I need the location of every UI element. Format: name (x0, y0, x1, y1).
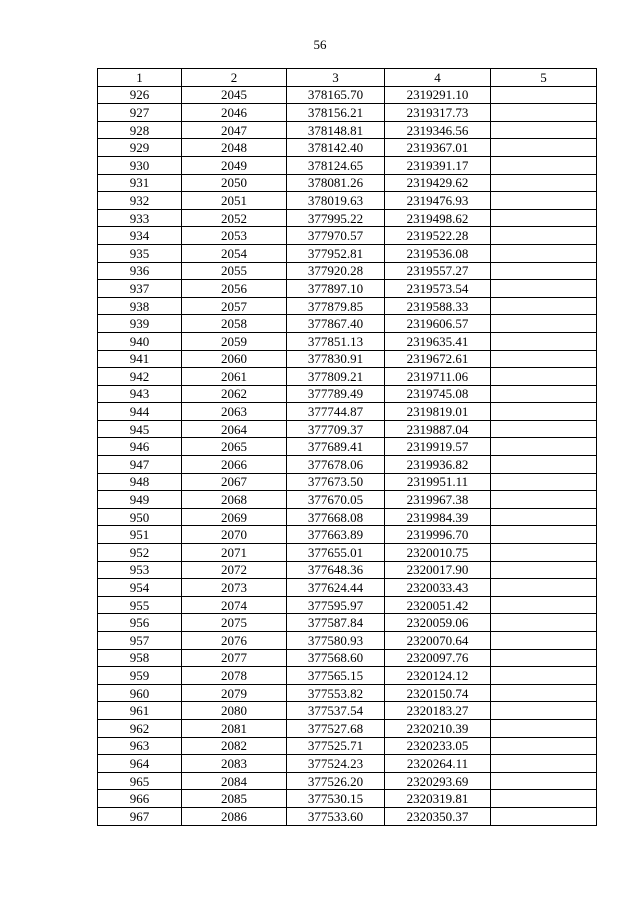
table-cell-col-4: 2320097.76 (385, 649, 491, 667)
table-cell-col-2: 2082 (182, 737, 287, 755)
table-cell-col-2: 2086 (182, 807, 287, 825)
coordinates-table (97, 68, 597, 826)
table-cell-col-5 (491, 737, 597, 755)
table-row (98, 244, 597, 262)
table-row (98, 139, 597, 157)
table-cell-col-5 (491, 315, 597, 333)
table-cell-col-5 (491, 702, 597, 720)
table-cell-col-5 (491, 280, 597, 298)
header-row (98, 69, 597, 87)
table-cell-col-2: 2045 (182, 86, 287, 104)
table-cell-col-4: 2320059.06 (385, 614, 491, 632)
table-row (98, 579, 597, 597)
table-cell-col-1: 939 (98, 315, 182, 333)
header-cell-col-4: 4 (385, 69, 491, 87)
table-cell-col-2: 2047 (182, 121, 287, 139)
table-cell-col-3: 377920.28 (287, 262, 385, 280)
table-cell-col-2: 2083 (182, 755, 287, 773)
table-cell-col-5 (491, 297, 597, 315)
table-row (98, 368, 597, 386)
table-row (98, 262, 597, 280)
table-cell-col-1: 952 (98, 544, 182, 562)
table-cell-col-2: 2074 (182, 596, 287, 614)
table-cell-col-4: 2320264.11 (385, 755, 491, 773)
table-cell-col-5 (491, 684, 597, 702)
table-cell-col-4: 2320350.37 (385, 807, 491, 825)
table-cell-col-1: 938 (98, 297, 182, 315)
table-cell-col-1: 966 (98, 790, 182, 808)
table-cell-col-4: 2319887.04 (385, 420, 491, 438)
table-cell-col-4: 2319606.57 (385, 315, 491, 333)
table-cell-col-1: 929 (98, 139, 182, 157)
table-row (98, 385, 597, 403)
table-cell-col-2: 2079 (182, 684, 287, 702)
table-cell-col-1: 926 (98, 86, 182, 104)
table-cell-col-5 (491, 596, 597, 614)
table-cell-col-4: 2319346.56 (385, 121, 491, 139)
table-cell-col-1: 940 (98, 332, 182, 350)
table-cell-col-4: 2319557.27 (385, 262, 491, 280)
table-cell-col-3: 377527.68 (287, 719, 385, 737)
table-cell-col-4: 2319967.38 (385, 491, 491, 509)
table-cell-col-2: 2049 (182, 156, 287, 174)
table-cell-col-3: 377537.54 (287, 702, 385, 720)
table-cell-col-5 (491, 403, 597, 421)
table-cell-col-1: 951 (98, 526, 182, 544)
table-cell-col-1: 941 (98, 350, 182, 368)
table-cell-col-3: 377525.71 (287, 737, 385, 755)
table-row (98, 719, 597, 737)
table-cell-col-5 (491, 526, 597, 544)
table-row (98, 684, 597, 702)
table-cell-col-3: 378165.70 (287, 86, 385, 104)
table-cell-col-1: 936 (98, 262, 182, 280)
table-row (98, 403, 597, 421)
table-cell-col-2: 2066 (182, 456, 287, 474)
table-cell-col-2: 2075 (182, 614, 287, 632)
table-cell-col-5 (491, 544, 597, 562)
table-cell-col-1: 944 (98, 403, 182, 421)
table-cell-col-2: 2046 (182, 104, 287, 122)
table-row (98, 297, 597, 315)
table-cell-col-3: 377524.23 (287, 755, 385, 773)
table-header (98, 69, 597, 87)
table-row (98, 350, 597, 368)
table-cell-col-5 (491, 139, 597, 157)
table-cell-col-3: 377670.05 (287, 491, 385, 509)
table-row (98, 614, 597, 632)
table-row (98, 456, 597, 474)
table-cell-col-1: 963 (98, 737, 182, 755)
table-cell-col-4: 2319291.10 (385, 86, 491, 104)
table-cell-col-5 (491, 473, 597, 491)
table-cell-col-1: 961 (98, 702, 182, 720)
table-cell-col-3: 377530.15 (287, 790, 385, 808)
table-cell-col-5 (491, 227, 597, 245)
table-cell-col-1: 967 (98, 807, 182, 825)
table-cell-col-2: 2073 (182, 579, 287, 597)
table-row (98, 667, 597, 685)
table-cell-col-3: 377851.13 (287, 332, 385, 350)
table-row (98, 420, 597, 438)
table-cell-col-5 (491, 561, 597, 579)
table-cell-col-1: 945 (98, 420, 182, 438)
table-cell-col-1: 933 (98, 209, 182, 227)
table-cell-col-5 (491, 262, 597, 280)
table-cell-col-4: 2319522.28 (385, 227, 491, 245)
table-row (98, 596, 597, 614)
table-cell-col-1: 935 (98, 244, 182, 262)
table-cell-col-5 (491, 508, 597, 526)
table-cell-col-1: 957 (98, 632, 182, 650)
table-cell-col-3: 378124.65 (287, 156, 385, 174)
table-cell-col-2: 2063 (182, 403, 287, 421)
table-row (98, 526, 597, 544)
table-cell-col-1: 937 (98, 280, 182, 298)
table-cell-col-2: 2055 (182, 262, 287, 280)
table-cell-col-5 (491, 807, 597, 825)
table-cell-col-3: 377526.20 (287, 772, 385, 790)
table-body (98, 86, 597, 825)
table-cell-col-3: 377830.91 (287, 350, 385, 368)
table-row (98, 491, 597, 509)
header-cell-col-1: 1 (98, 69, 182, 87)
table-cell-col-4: 2320150.74 (385, 684, 491, 702)
table-cell-col-1: 942 (98, 368, 182, 386)
table-cell-col-3: 377879.85 (287, 297, 385, 315)
table-row (98, 737, 597, 755)
table-cell-col-2: 2056 (182, 280, 287, 298)
table-cell-col-1: 930 (98, 156, 182, 174)
table-cell-col-5 (491, 667, 597, 685)
table-cell-col-3: 377897.10 (287, 280, 385, 298)
table-cell-col-4: 2320017.90 (385, 561, 491, 579)
table-cell-col-1: 927 (98, 104, 182, 122)
table-cell-col-5 (491, 385, 597, 403)
table-cell-col-5 (491, 156, 597, 174)
table-cell-col-1: 946 (98, 438, 182, 456)
table-cell-col-1: 948 (98, 473, 182, 491)
table-row (98, 438, 597, 456)
table-cell-col-2: 2070 (182, 526, 287, 544)
table-cell-col-3: 377568.60 (287, 649, 385, 667)
table-row (98, 790, 597, 808)
table-cell-col-3: 377565.15 (287, 667, 385, 685)
table-cell-col-4: 2319951.11 (385, 473, 491, 491)
table-cell-col-4: 2320233.05 (385, 737, 491, 755)
table-cell-col-3: 377744.87 (287, 403, 385, 421)
table-cell-col-3: 377970.57 (287, 227, 385, 245)
table-cell-col-3: 378156.21 (287, 104, 385, 122)
table-cell-col-4: 2319936.82 (385, 456, 491, 474)
table-cell-col-2: 2058 (182, 315, 287, 333)
table-cell-col-1: 950 (98, 508, 182, 526)
table-cell-col-4: 2320319.81 (385, 790, 491, 808)
table-cell-col-3: 377595.97 (287, 596, 385, 614)
table-cell-col-3: 377709.37 (287, 420, 385, 438)
table-cell-col-1: 958 (98, 649, 182, 667)
table-cell-col-1: 962 (98, 719, 182, 737)
table-cell-col-4: 2319536.08 (385, 244, 491, 262)
table-cell-col-5 (491, 420, 597, 438)
table-cell-col-5 (491, 192, 597, 210)
table-cell-col-4: 2319745.08 (385, 385, 491, 403)
table-cell-col-5 (491, 174, 597, 192)
table-cell-col-4: 2320070.64 (385, 632, 491, 650)
page-number: 56 (313, 37, 327, 52)
table-cell-col-2: 2072 (182, 561, 287, 579)
table-cell-col-1: 931 (98, 174, 182, 192)
table-cell-col-3: 377952.81 (287, 244, 385, 262)
table-cell-col-3: 377789.49 (287, 385, 385, 403)
table-cell-col-4: 2319476.93 (385, 192, 491, 210)
table-cell-col-2: 2071 (182, 544, 287, 562)
table-cell-col-2: 2050 (182, 174, 287, 192)
table-row (98, 121, 597, 139)
table-cell-col-5 (491, 579, 597, 597)
table-cell-col-5 (491, 649, 597, 667)
table-cell-col-3: 377580.93 (287, 632, 385, 650)
table-cell-col-3: 378142.40 (287, 139, 385, 157)
table-cell-col-4: 2320183.27 (385, 702, 491, 720)
table-row (98, 632, 597, 650)
table-cell-col-3: 377587.84 (287, 614, 385, 632)
table-cell-col-4: 2320010.75 (385, 544, 491, 562)
table-cell-col-4: 2319317.73 (385, 104, 491, 122)
table-cell-col-1: 956 (98, 614, 182, 632)
table-row (98, 315, 597, 333)
table-cell-col-2: 2067 (182, 473, 287, 491)
table-cell-col-5 (491, 368, 597, 386)
table-cell-col-3: 377678.06 (287, 456, 385, 474)
table-cell-col-5 (491, 350, 597, 368)
table-cell-col-4: 2319588.33 (385, 297, 491, 315)
table-cell-col-2: 2059 (182, 332, 287, 350)
table-cell-col-2: 2068 (182, 491, 287, 509)
table-row (98, 86, 597, 104)
table-cell-col-5 (491, 456, 597, 474)
table-cell-col-4: 2320124.12 (385, 667, 491, 685)
table-row (98, 280, 597, 298)
table-cell-col-1: 964 (98, 755, 182, 773)
table-row (98, 156, 597, 174)
table-cell-col-3: 377668.08 (287, 508, 385, 526)
table-cell-col-2: 2060 (182, 350, 287, 368)
table-cell-col-5 (491, 104, 597, 122)
table-cell-col-2: 2057 (182, 297, 287, 315)
table-cell-col-4: 2319672.61 (385, 350, 491, 368)
table-row (98, 174, 597, 192)
table-cell-col-4: 2319498.62 (385, 209, 491, 227)
table-cell-col-2: 2053 (182, 227, 287, 245)
table-cell-col-2: 2054 (182, 244, 287, 262)
table-cell-col-2: 2078 (182, 667, 287, 685)
table-cell-col-5 (491, 632, 597, 650)
table-cell-col-3: 377553.82 (287, 684, 385, 702)
table-cell-col-5 (491, 614, 597, 632)
table-cell-col-2: 2064 (182, 420, 287, 438)
table-cell-col-3: 377689.41 (287, 438, 385, 456)
header-cell-col-3: 3 (287, 69, 385, 87)
table-cell-col-2: 2061 (182, 368, 287, 386)
table-cell-col-3: 378081.26 (287, 174, 385, 192)
table-row (98, 649, 597, 667)
table-cell-col-2: 2048 (182, 139, 287, 157)
table-cell-col-4: 2320210.39 (385, 719, 491, 737)
table-cell-col-3: 377533.60 (287, 807, 385, 825)
table-cell-col-2: 2080 (182, 702, 287, 720)
table-row (98, 332, 597, 350)
table-row (98, 807, 597, 825)
table-cell-col-5 (491, 332, 597, 350)
table-cell-col-4: 2319919.57 (385, 438, 491, 456)
table-cell-col-1: 955 (98, 596, 182, 614)
table-cell-col-2: 2051 (182, 192, 287, 210)
table-cell-col-5 (491, 772, 597, 790)
table-row (98, 772, 597, 790)
header-cell-col-2: 2 (182, 69, 287, 87)
table-cell-col-5 (491, 719, 597, 737)
table-cell-col-1: 928 (98, 121, 182, 139)
table-cell-col-2: 2065 (182, 438, 287, 456)
table-row (98, 104, 597, 122)
table-cell-col-4: 2319984.39 (385, 508, 491, 526)
table-cell-col-3: 377648.36 (287, 561, 385, 579)
table-cell-col-2: 2084 (182, 772, 287, 790)
table-cell-col-4: 2319391.17 (385, 156, 491, 174)
table-row (98, 544, 597, 562)
table-row (98, 473, 597, 491)
table-cell-col-3: 378019.63 (287, 192, 385, 210)
table-cell-col-5 (491, 790, 597, 808)
table-cell-col-3: 377995.22 (287, 209, 385, 227)
table-row (98, 192, 597, 210)
table-cell-col-2: 2077 (182, 649, 287, 667)
table-cell-col-4: 2319996.70 (385, 526, 491, 544)
table-row (98, 508, 597, 526)
table-cell-col-4: 2319429.62 (385, 174, 491, 192)
table-cell-col-1: 943 (98, 385, 182, 403)
table-cell-col-2: 2076 (182, 632, 287, 650)
table-row (98, 227, 597, 245)
table-cell-col-1: 954 (98, 579, 182, 597)
table-cell-col-4: 2319711.06 (385, 368, 491, 386)
table-cell-col-1: 965 (98, 772, 182, 790)
table-cell-col-5 (491, 121, 597, 139)
table-cell-col-1: 932 (98, 192, 182, 210)
table-cell-col-2: 2081 (182, 719, 287, 737)
table-cell-col-3: 377867.40 (287, 315, 385, 333)
table-cell-col-4: 2319367.01 (385, 139, 491, 157)
header-cell-col-5: 5 (491, 69, 597, 87)
table-cell-col-5 (491, 491, 597, 509)
table-cell-col-4: 2319635.41 (385, 332, 491, 350)
table-cell-col-4: 2320051.42 (385, 596, 491, 614)
table-cell-col-3: 377655.01 (287, 544, 385, 562)
table-cell-col-1: 934 (98, 227, 182, 245)
table-row (98, 702, 597, 720)
table-cell-col-5 (491, 244, 597, 262)
table-cell-col-4: 2319819.01 (385, 403, 491, 421)
table-cell-col-3: 377624.44 (287, 579, 385, 597)
table-cell-col-5 (491, 438, 597, 456)
table-cell-col-1: 960 (98, 684, 182, 702)
table-cell-col-1: 949 (98, 491, 182, 509)
table-cell-col-1: 959 (98, 667, 182, 685)
table-cell-col-1: 947 (98, 456, 182, 474)
table-cell-col-1: 953 (98, 561, 182, 579)
table-cell-col-5 (491, 209, 597, 227)
table-row (98, 209, 597, 227)
table-cell-col-4: 2320033.43 (385, 579, 491, 597)
table-row (98, 561, 597, 579)
table-cell-col-3: 377663.89 (287, 526, 385, 544)
table-cell-col-2: 2085 (182, 790, 287, 808)
table-cell-col-3: 377809.21 (287, 368, 385, 386)
table-row (98, 755, 597, 773)
table-cell-col-4: 2320293.69 (385, 772, 491, 790)
table-cell-col-2: 2062 (182, 385, 287, 403)
table-cell-col-2: 2069 (182, 508, 287, 526)
table-cell-col-2: 2052 (182, 209, 287, 227)
table-cell-col-3: 377673.50 (287, 473, 385, 491)
table-cell-col-5 (491, 86, 597, 104)
table-cell-col-3: 378148.81 (287, 121, 385, 139)
table-cell-col-5 (491, 755, 597, 773)
table-cell-col-4: 2319573.54 (385, 280, 491, 298)
